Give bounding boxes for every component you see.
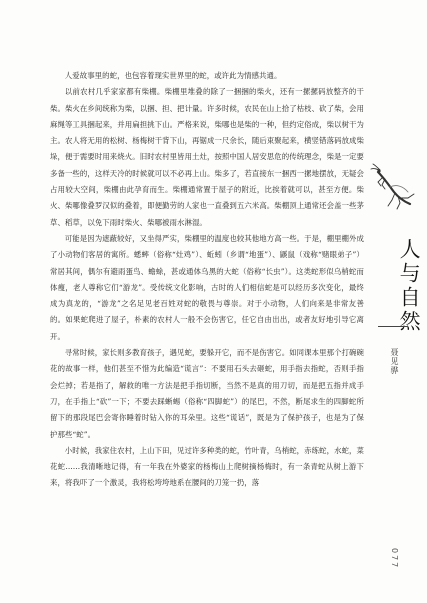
paragraph: 可能是因为遮蔽较好，又坐得严实，柴棚里的温度也较其他地方高一些。于是，棚里棚外成了小动物们客居的寓所。蟋蟀（俗称“灶鸡”）、蚯蚓（乡谓“地蛋”）、鼷鼠（戏称“赌眼弟子”）常居其间，偶尔有避雨蛋鸟、蟾蜍，甚或通体乌黑的大蛇（俗称“长虫”）。这类蛇形似乌梢蛇而体瘦，老人尊称它们“游龙”。受传统文化影响，古时的人们相信蛇是可以经历多次变化，最终成为真龙的，“游龙”之名足见老百姓对蛇的敬畏与尊崇。对于小动物，人们向来是非常友善的。如果蛇爬进了屋子，朴素的农村人一般不会伤害它，任它自由出出，或者友好地引导它离开。 <box>50 233 364 341</box>
page-number: 077 <box>390 548 399 570</box>
title-divider <box>378 326 408 327</box>
author-name: 聂见骅 <box>390 348 399 375</box>
paragraph: 寻常时候，家长则多教育孩子，遇见蛇，要躲开它，而不是伤害它。如同课本里那个打碗碗花的故事一样，他们甚至不惜为此编造“谎言”：不要用石头去砸蛇，用手指去指蛇，否则手指会烂掉；若是指了，解救的唯一方法是把手指切断，当然不是真的用刀切，而是把五指并成手刀，在手指上“砍”一下；不要去踩蜥蜴（俗称“四脚蛇”）的尾巴，不然，断尾求生的四脚蛇所留下的那段尾巴会寄你睡着时钻入你的耳朵里。这些“谎话”，既是为了保护孩子，也是为了保护那些“蛇”。 <box>50 348 364 439</box>
section-title: 人与自然 <box>397 238 422 334</box>
paragraph: 小时候，我家住农村，上山下田，见过许多种类的蛇，竹叶青，乌梢蛇，赤练蛇，水蛇，菜花蛇……我清晰地记得，有一年我在外婆家的杨梅山上爬树摘杨梅时，有一条青蛇从树上游下来，将我吓了一个激灵，我将松垮垮地系在腰间的刀笼一扔，落 <box>50 445 364 488</box>
paragraph: 以前农村几乎家家都有柴棚。柴棚里堆叠的除了一捆捆的柴火，还有一摞摞码放整齐的干柴。柴火在乡间统称为柴，以捆、担、把计量。许多时候，农民在山上拾了枯枝、砍了柴，会用麻绳等工具捆起来，并用扁担挑下山。严格来说，柴哪也是柴的一种，但约定俗成，柴以树干为主。农人将无用的松树、杨梅树干背下山，再锯成一尺余长，随后束聚起来，横竖错落码放成柴垛，便于需要时用来烧火。旧时农村里皆用土灶，按照中国人居安思危的传统理念，柴是一定要多备一些的，这样天冷的时候就可以不必再上山。柴多了，若直接东一捆西一摞地摆放，无疑会占用较大空间，柴棚由此孕育而生。柴棚通常置于屋子的附近，比挨着就可以，甚至方便。柴火、柴哪像叠罗汉似的叠着，即便勤劳的人家也一直叠到五六米高。柴棚顶上通常还会盖一些茅草、稻草，以免下雨时柴火、柴哪被雨水淋湿。 <box>50 87 364 227</box>
praying-mantis-icon <box>370 162 416 210</box>
body-text <box>50 68 364 492</box>
paragraph: 人爱故事里的蛇，也包容着现实世界里的蛇，或许此为情感共通。 <box>64 71 282 80</box>
